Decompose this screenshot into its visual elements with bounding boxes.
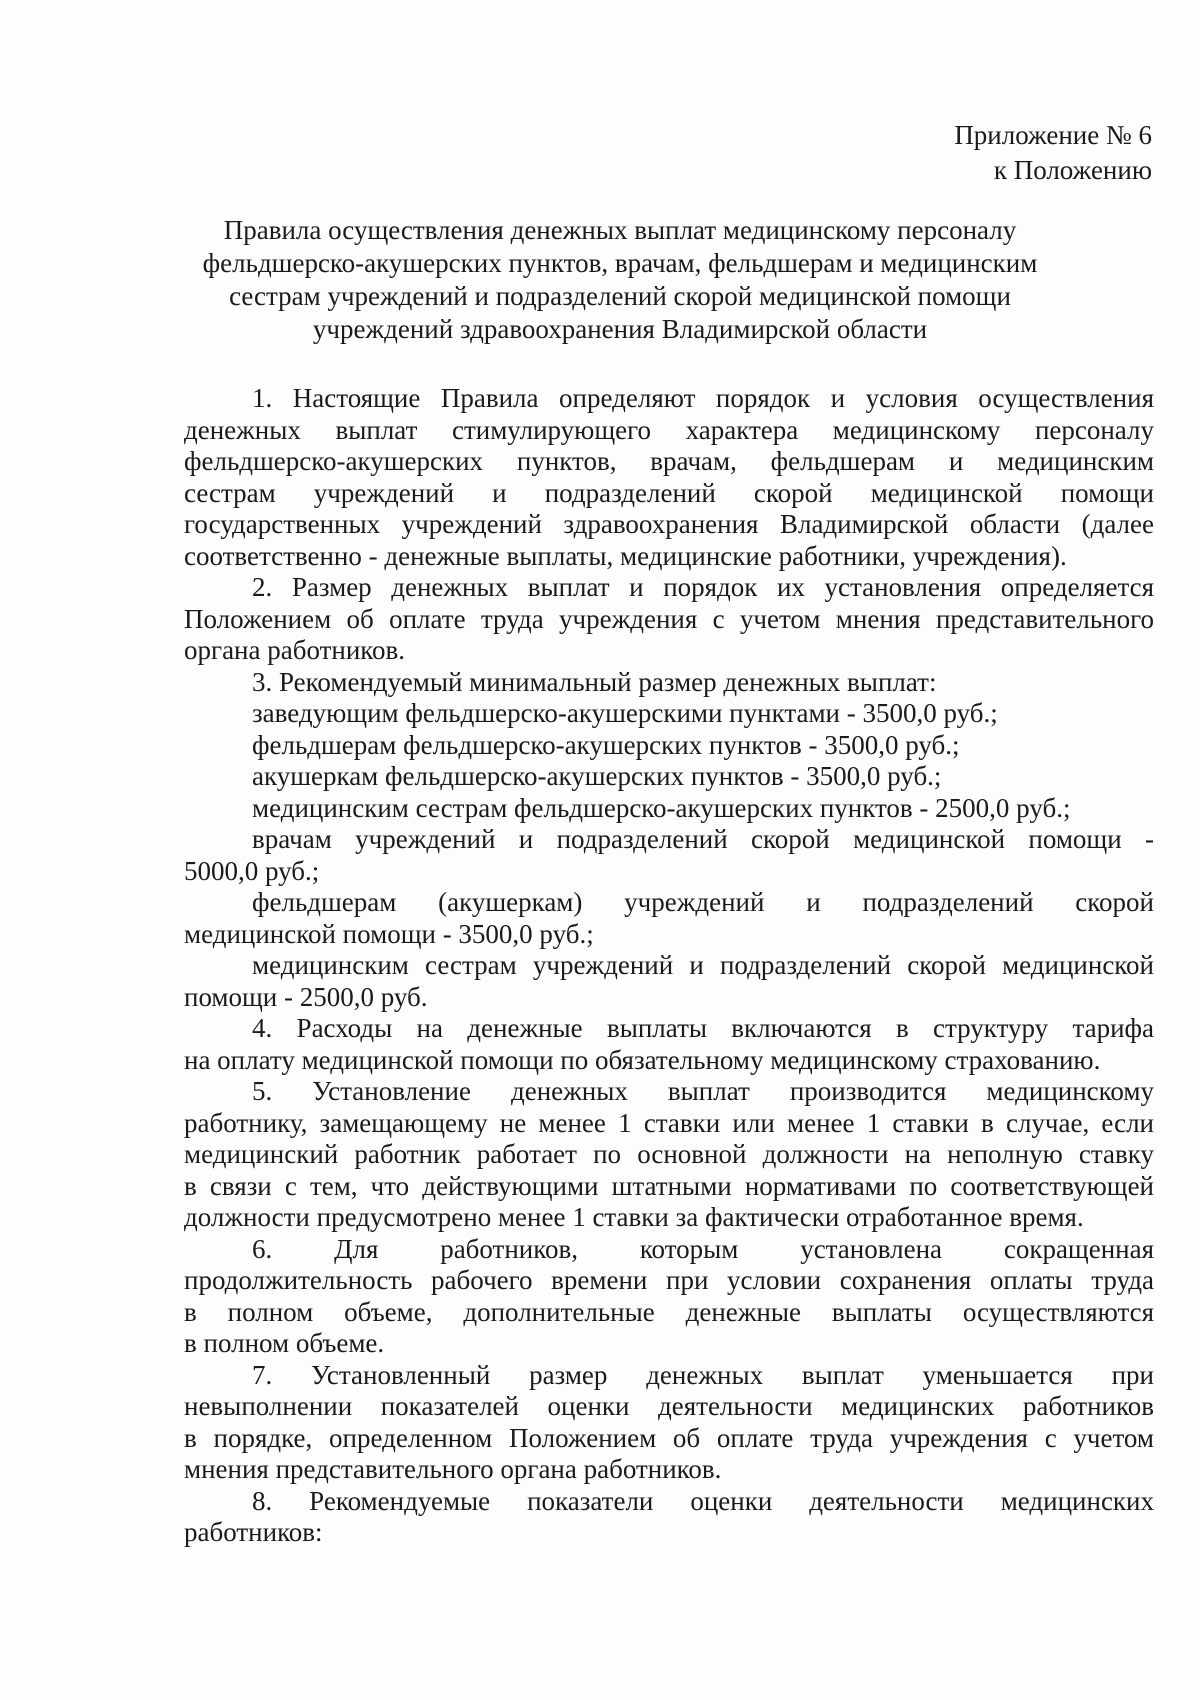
- list-item: заведующим фельдшерско-акушерскими пунктами - 3500,0 руб.;: [252, 698, 998, 728]
- appendix-target: к Положению: [993, 155, 1152, 185]
- list-item: акушеркам фельдшерско-акушерских пунктов - 3500,0 руб.;: [252, 761, 942, 791]
- paragraph-8: [184, 1486, 1154, 1549]
- list-item: врачам учреждений и подразделений скорой медицинской помощи -: [252, 824, 1154, 854]
- text-line: 5000,0 руб.;: [184, 855, 320, 886]
- text-line: денежных выплат стимулирующего характера медицинскому персоналу: [184, 414, 1154, 445]
- list-item: фельдшерам (акушеркам) учреждений и подразделений скорой: [252, 887, 1154, 917]
- text-line: сестрам учреждений и подразделений скорой медицинской помощи: [184, 477, 1154, 508]
- text-line: 6. Для работников, которым установлена сокращенная: [252, 1233, 1154, 1264]
- text-line: государственных учреждений здравоохранения Владимирской области (далее: [184, 509, 1154, 539]
- text-line: 4. Расходы на денежные выплаты включаются в структуру тарифа: [252, 1013, 1154, 1043]
- text-line: в порядке, определенном Положением об оплате труда учреждения с учетом: [184, 1422, 1154, 1453]
- document-body: [184, 383, 1154, 1549]
- text-line: Положением об оплате труда учреждения с учетом мнения представительного: [184, 603, 1154, 634]
- text-line: органа работников.: [184, 635, 406, 665]
- text-line: продолжительность рабочего времени при условии сохранения оплаты труда: [184, 1265, 1154, 1295]
- text-line: мнения представительного органа работников.: [184, 1454, 722, 1484]
- text-line: работнику, замещающему не менее 1 ставки или менее 1 ставки в случае, если: [184, 1107, 1154, 1138]
- title-line: сестрам учреждений и подразделений скорой медицинской помощи: [229, 281, 1011, 311]
- text-line: 5. Установление денежных выплат производится медицинскому: [252, 1076, 1154, 1106]
- paragraph-5: [184, 1076, 1154, 1234]
- text-line: 1. Настоящие Правила определяют порядок и условия осуществления: [252, 383, 1154, 413]
- appendix-number: Приложение № 6: [954, 120, 1152, 150]
- title-line: учреждений здравоохранения Владимирской области: [312, 314, 928, 344]
- list-item: медицинским сестрам фельдшерско-акушерских пунктов - 2500,0 руб.;: [252, 792, 1071, 823]
- text-line: 8. Рекомендуемые показатели оценки деятельности медицинских: [252, 1485, 1154, 1516]
- list-item: фельдшерам фельдшерско-акушерских пунктов - 3500,0 руб.;: [252, 729, 960, 760]
- text-line: 7. Установленный размер денежных выплат уменьшается при: [252, 1359, 1154, 1390]
- paragraph-2: [184, 572, 1154, 667]
- text-line: медицинской помощи - 3500,0 руб.;: [184, 918, 594, 949]
- paragraph-1: [184, 383, 1154, 572]
- text-line: в полном объеме.: [184, 1328, 385, 1358]
- text-line: в полном объеме, дополнительные денежные выплаты осуществляются: [184, 1296, 1154, 1327]
- paragraph-7: [184, 1360, 1154, 1486]
- text-line: работников:: [184, 1517, 323, 1547]
- document-title: [90, 214, 1150, 346]
- appendix-reference: [954, 118, 1152, 188]
- paragraph-4: [184, 1013, 1154, 1076]
- text-line: на оплату медицинской помощи по обязательному медицинскому страхованию.: [184, 1044, 1101, 1075]
- text-line: помощи - 2500,0 руб.: [184, 981, 428, 1012]
- title-line: фельдшерско-акушерских пунктов, врачам, фельдшерам и медицинским: [202, 248, 1038, 278]
- text-line: 2. Размер денежных выплат и порядок их установления определяется: [252, 572, 1154, 602]
- text-line: фельдшерско-акушерских пунктов, врачам, фельдшерам и медицинским: [184, 446, 1154, 476]
- text-line: в связи с тем, что действующими штатными нормативами по соответствующей: [184, 1170, 1154, 1201]
- text-line: 3. Рекомендуемый минимальный размер денежных выплат:: [252, 666, 937, 697]
- paragraph-3: [184, 667, 1154, 1014]
- list-item: медицинским сестрам учреждений и подразделений скорой медицинской: [252, 950, 1154, 980]
- text-line: невыполнении показателей оценки деятельности медицинских работников: [184, 1391, 1154, 1421]
- paragraph-6: [184, 1234, 1154, 1360]
- text-line: должности предусмотрено менее 1 ставки за фактически отработанное время.: [184, 1202, 1084, 1232]
- text-line: медицинский работник работает по основной должности на неполную ставку: [184, 1139, 1154, 1169]
- text-line: соответственно - денежные выплаты, медицинские работники, учреждения).: [184, 540, 1067, 571]
- title-line: Правила осуществления денежных выплат медицинскому персоналу: [223, 215, 1017, 245]
